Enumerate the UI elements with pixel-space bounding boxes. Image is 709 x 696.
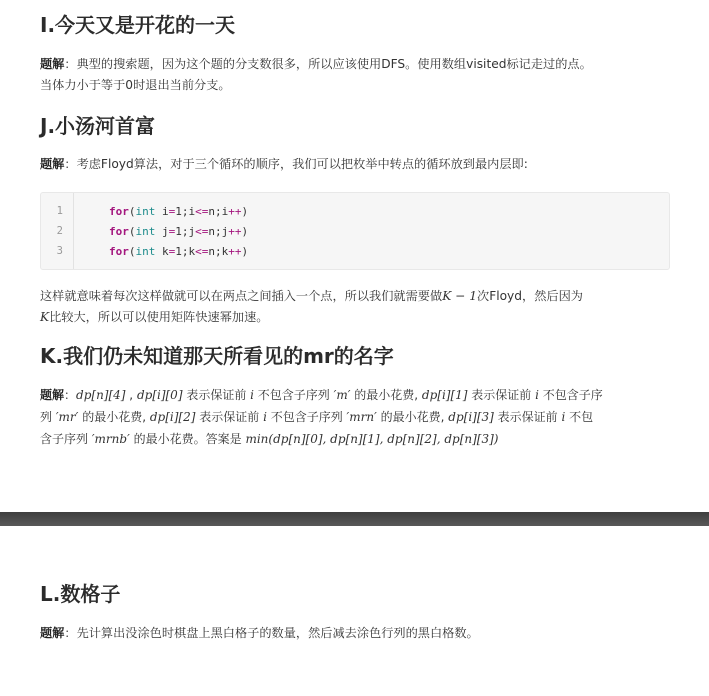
section-l-body: 先计算出没涂色时棋盘上黑白格子的数量，然后减去涂色行列的黑白格数。 [76, 626, 479, 640]
section-k-line2 [40, 407, 672, 429]
math: dp[i][0] [136, 388, 183, 402]
line-number-gutter [41, 193, 74, 269]
solution-label: 题解 [40, 388, 65, 402]
code-part: =1; [168, 245, 189, 258]
math: ′mrn′ [346, 410, 377, 424]
section-j-intro: 考虑Floyd算法，对于三个循环的顺序，我们可以把枚举中转点的循环放到最内层即: [76, 157, 528, 171]
section-title-l: L.数格子 [40, 582, 121, 606]
section-j-after-line2 [40, 307, 672, 329]
text: 表示保证前 [195, 410, 264, 424]
code-part: j<=n; [188, 225, 222, 238]
solution-label: 题解 [40, 157, 65, 171]
code-var: k [162, 245, 169, 258]
page-bottom [0, 526, 709, 696]
math: ′mrnb′ [91, 432, 130, 446]
text: 的最小花费。答案是 [129, 432, 246, 446]
code-line: for(int k=1;k<=n;k++) [109, 245, 249, 258]
colon: ： [64, 57, 77, 71]
math: min(dp[n][0], dp[n][1], dp[n][2], dp[n][3]) [245, 432, 499, 446]
code-part: =1; [168, 225, 189, 238]
colon: ： [64, 626, 77, 640]
line-number: 1 [56, 205, 63, 217]
code-line: for(int i=1;i<=n;i++) [109, 205, 249, 218]
math: i [263, 410, 267, 424]
math: K [40, 310, 50, 324]
line-number: 2 [56, 225, 63, 237]
colon: ： [64, 157, 77, 171]
text: 比较大，所以可以使用矩阵快速幂加速。 [49, 310, 269, 324]
math: ′m′ [333, 388, 351, 402]
code-line: for(int j=1;j<=n;j++) [109, 225, 249, 238]
text: 表示保证前 [493, 410, 562, 424]
text: 不包 [565, 410, 594, 424]
section-l-text [40, 623, 672, 645]
text: 含子序列 [40, 432, 92, 446]
section-title-i: I.今天又是开花的一天 [40, 13, 236, 37]
text: , [125, 388, 137, 402]
text: 的最小花费, [350, 388, 422, 402]
text: 的最小花费, [78, 410, 150, 424]
math: dp[i][3] [448, 410, 494, 424]
math: i [250, 388, 254, 402]
code-part: i<=n; [188, 205, 222, 218]
section-i-text1: 典型的搜索题，因为这个题的分支数很多，所以应该使用DFS。使用数组visited标记走过的点。 [76, 57, 592, 71]
math: dp[n][4] [76, 388, 126, 402]
text: 次Floyd，然后因为 [477, 289, 583, 303]
text: 不包含子序列 [266, 410, 347, 424]
section-j-text [40, 154, 672, 176]
colon: ： [64, 388, 77, 402]
keyword-for: for [109, 245, 129, 258]
math: K − 1 [442, 289, 478, 303]
code-part: j++) [221, 225, 249, 238]
math: i [535, 388, 539, 402]
section-k-line1 [40, 385, 672, 407]
text: 表示保证前 [182, 388, 251, 402]
keyword-for: for [109, 225, 129, 238]
math: dp[i][1] [421, 388, 468, 402]
keyword-for: for [109, 205, 129, 218]
code-var: j [162, 225, 169, 238]
section-k-line3 [40, 429, 672, 451]
text: 不包含子序 [538, 388, 603, 402]
code-part: i++) [221, 205, 249, 218]
text: 列 [40, 410, 56, 424]
type-int: int [135, 245, 156, 258]
text: 表示保证前 [467, 388, 536, 402]
text: 这样就意味着每次这样做就可以在两点之间插入一个点，所以我们就需要做 [40, 289, 443, 303]
section-i-line2: 当体力小于等于0时退出当前分支。 [40, 78, 231, 92]
type-int: int [135, 225, 156, 238]
code-block [40, 192, 670, 270]
section-title-k: K.我们仍未知道那天所看见的mr的名字 [40, 344, 394, 368]
solution-label: 题解 [40, 626, 65, 640]
text: 的最小花费, [376, 410, 449, 424]
type-int: int [135, 205, 156, 218]
math: i [561, 410, 566, 424]
code-var: i [162, 205, 169, 218]
section-title-j: J.小汤河首富 [40, 114, 156, 138]
code-part: k<=n; [188, 245, 222, 258]
code-part: =1; [168, 205, 189, 218]
text: 不包含子序列 [253, 388, 334, 402]
math: dp[i][2] [149, 410, 196, 424]
solution-label: 题解 [40, 57, 65, 71]
line-number: 3 [56, 245, 63, 257]
section-j-after-line1 [40, 286, 672, 308]
math: ′mr′ [55, 410, 79, 424]
code-part: k++) [221, 245, 249, 258]
section-i-line1 [40, 54, 672, 76]
page-separator [0, 512, 709, 526]
